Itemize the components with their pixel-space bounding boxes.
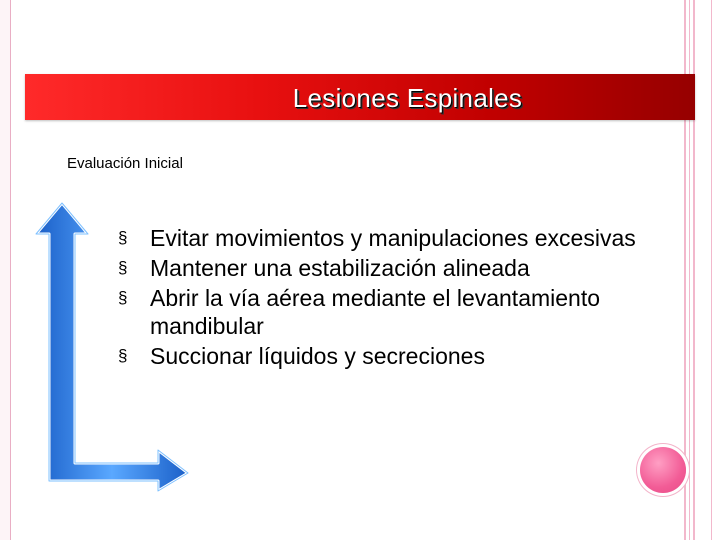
bullet-text: Evitar movimientos y manipulaciones excesivas — [150, 225, 636, 251]
list-item — [118, 342, 658, 370]
title-bar — [25, 74, 695, 120]
left-decorative-border — [0, 0, 11, 540]
bullet-text: Mantener una estabilización alineada — [150, 255, 530, 281]
bullet-marker: § — [118, 346, 128, 365]
bullet-text: Succionar líquidos y secreciones — [150, 343, 485, 369]
list-item — [118, 254, 658, 282]
bullet-marker: § — [118, 228, 128, 247]
bullet-list — [118, 224, 658, 372]
list-item — [118, 284, 658, 340]
slide-subtitle: Evaluación Inicial — [67, 155, 183, 172]
bullet-text: Abrir la vía aérea mediante el levantamiento mandibular — [150, 285, 601, 339]
decorative-pink-circle — [640, 447, 686, 493]
slide-title: Lesiones Espinales — [292, 83, 523, 113]
bullet-marker: § — [118, 258, 128, 277]
list-item — [118, 224, 658, 252]
bullet-marker: § — [118, 288, 128, 307]
